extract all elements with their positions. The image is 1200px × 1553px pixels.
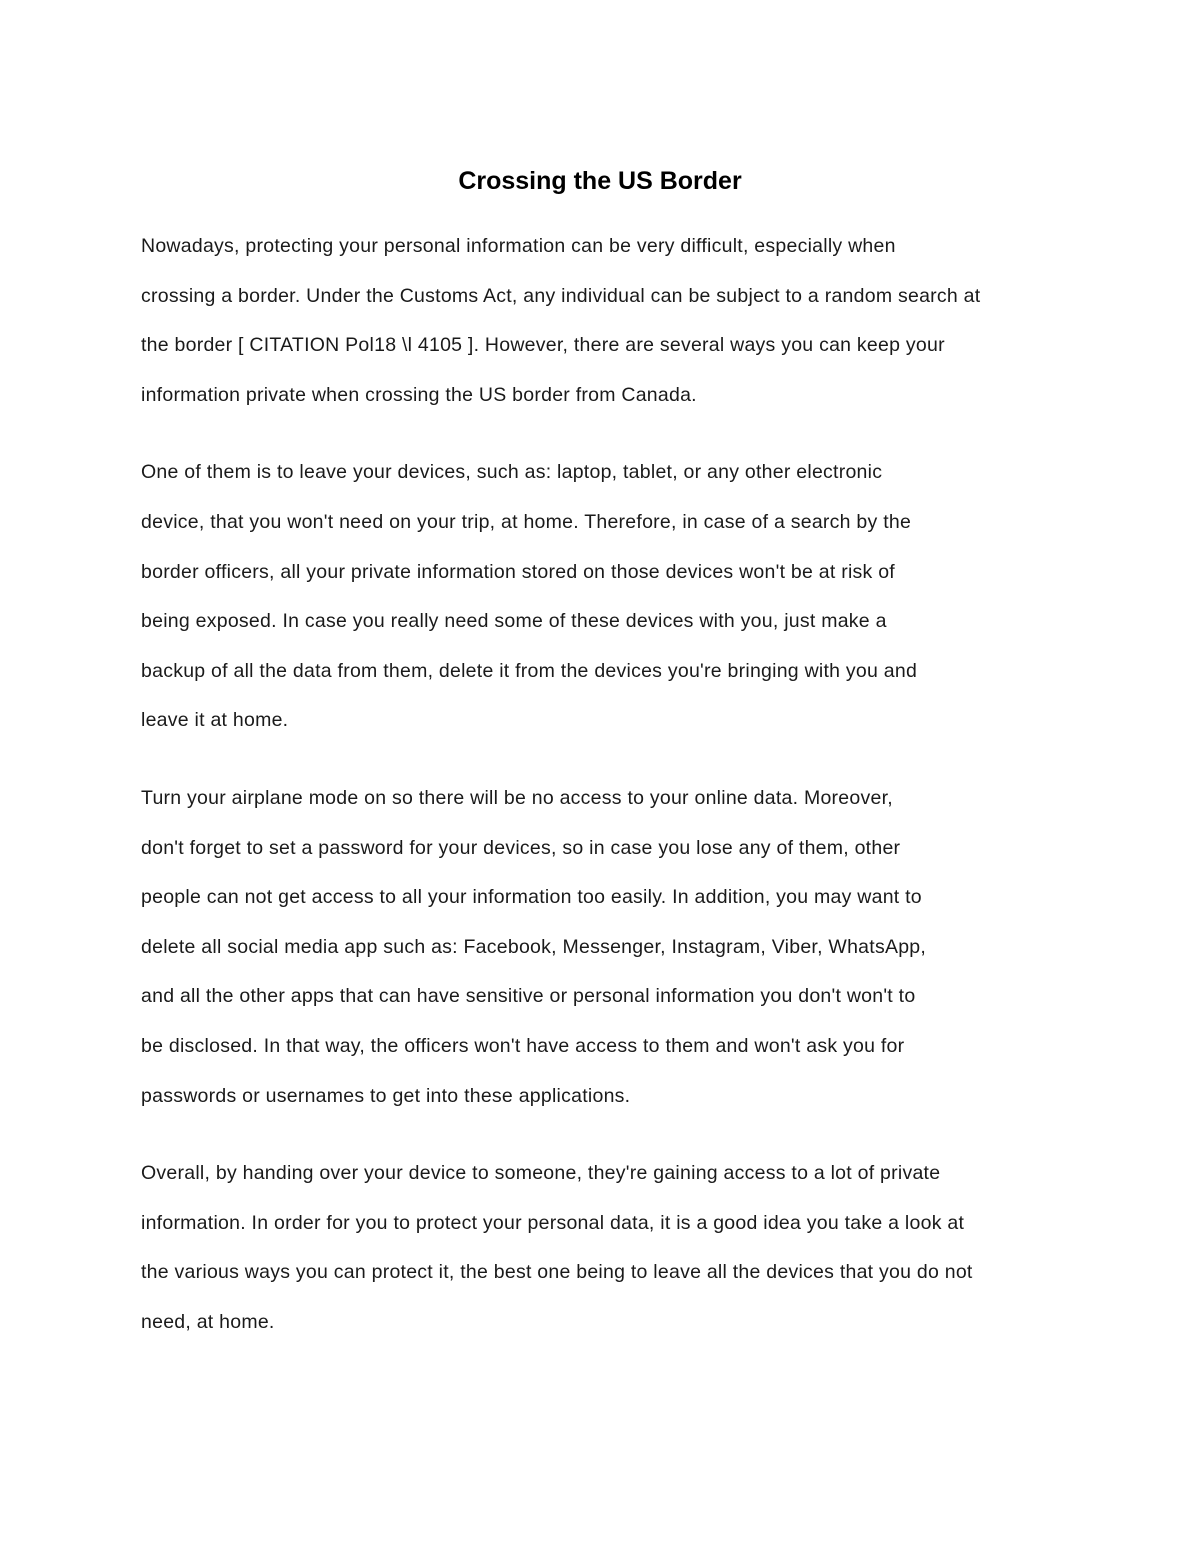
text-line: the border [ CITATION Pol18 \l 4105 ]. However, there are several ways you can keep your: [141, 334, 945, 357]
text-line: border officers, all your private information stored on those devices won't be at risk of: [141, 560, 895, 583]
text-line: backup of all the data from them, delete it from the devices you're bringing with you and: [141, 659, 918, 682]
paragraph-airplane-mode: [141, 774, 1066, 1121]
paragraph-leave-devices: [141, 448, 1066, 746]
text-line: don't forget to set a password for your devices, so in case you lose any of them, other: [141, 836, 901, 859]
text-line: being exposed. In case you really need some of these devices with you, just make a: [141, 610, 887, 633]
text-line: crossing a border. Under the Customs Act, any individual can be subject to a random search at: [141, 284, 981, 307]
document-title: Crossing the US Border: [458, 167, 742, 195]
text-line: people can not get access to all your information too easily. In addition, you may want to: [141, 886, 922, 909]
text-line: delete all social media app such as: Facebook, Messenger, Instagram, Viber, WhatsApp,: [141, 935, 927, 958]
text-line: information. In order for you to protect your personal data, it is a good idea you take a look at: [141, 1211, 965, 1234]
document-body: [141, 222, 1066, 1375]
text-line: Overall, by handing over your device to someone, they're gaining access to a lot of private: [141, 1162, 941, 1185]
text-line: device, that you won't need on your trip, at home. Therefore, in case of a search by the: [141, 510, 912, 533]
text-line: passwords or usernames to get into these applications.: [141, 1084, 631, 1107]
text-line: be disclosed. In that way, the officers won't have access to them and won't ask you for: [141, 1034, 905, 1057]
text-line: leave it at home.: [141, 709, 289, 732]
paragraph-overall: [141, 1149, 1066, 1347]
text-line: the various ways you can protect it, the best one being to leave all the devices that you do not: [141, 1261, 973, 1284]
text-line: and all the other apps that can have sensitive or personal information you don't won't to: [141, 985, 916, 1008]
text-line: One of them is to leave your devices, such as: laptop, tablet, or any other electronic: [141, 461, 883, 484]
text-line: Nowadays, protecting your personal information can be very difficult, especially when: [141, 235, 896, 257]
text-line: need, at home.: [141, 1310, 275, 1333]
paragraph-intro: [141, 222, 1066, 420]
text-line: Turn your airplane mode on so there will be no access to your online data. Moreover,: [141, 786, 893, 809]
text-line: information private when crossing the US border from Canada.: [141, 383, 697, 406]
